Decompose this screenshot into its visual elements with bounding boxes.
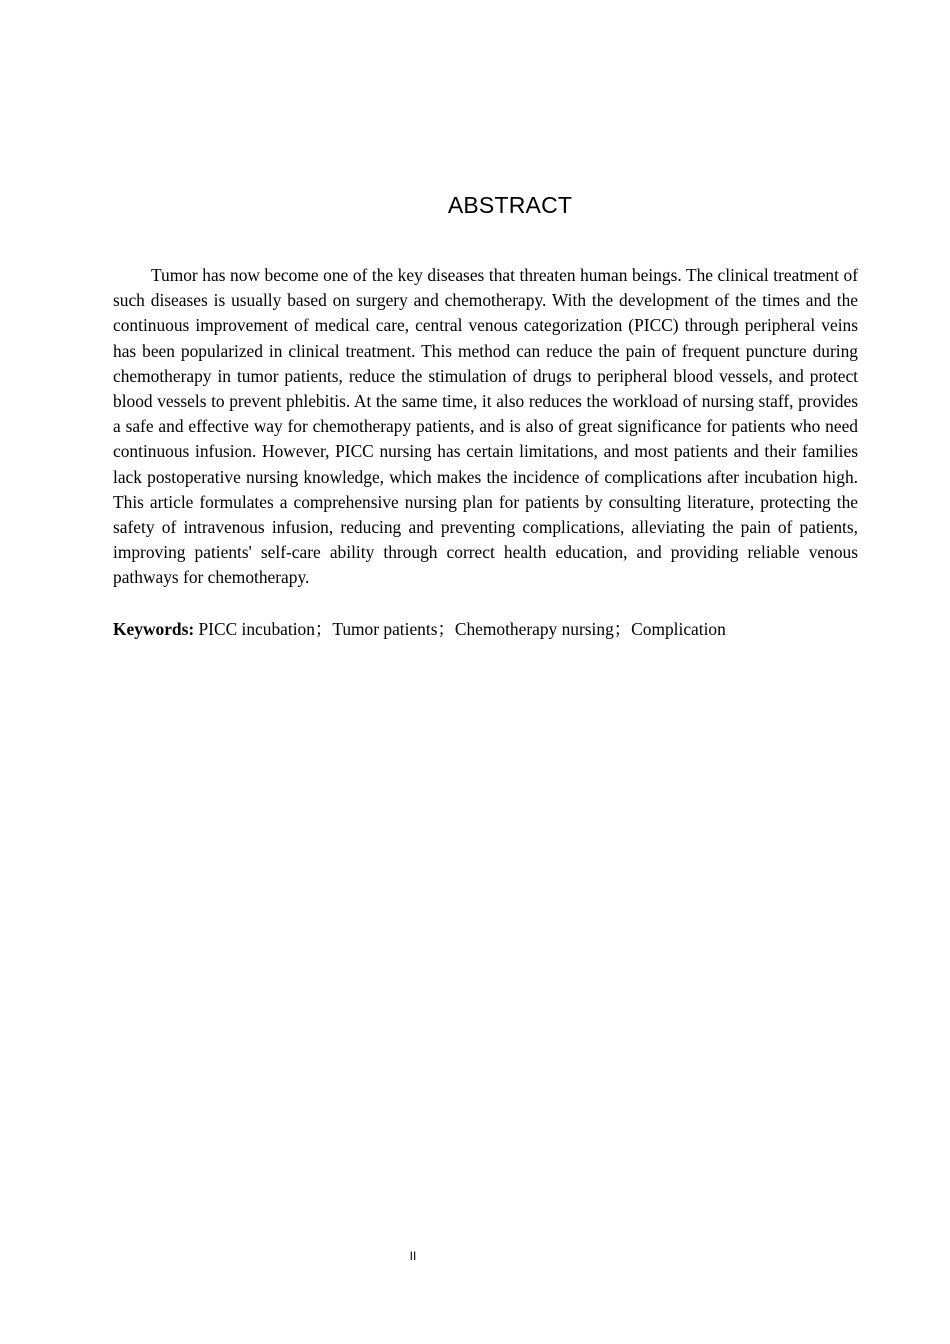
keywords-label: Keywords:	[113, 619, 195, 639]
abstract-title: ABSTRACT	[447, 192, 573, 218]
page-number: II	[409, 1249, 417, 1263]
abstract-paragraph: Tumor has now become one of the key diseases that threaten human beings. The clinical treatment of such diseases is usually based on surgery and chemotherapy. With the development of the times and the continuous improvement of medical care, central venous categorization (PICC) through peripheral veins has been popularized in clinical treatment. This method can reduce the pain of frequent puncture during chemotherapy in tumor patients, reduce the stimulation of drugs to peripheral blood vessels, and protect blood vessels to prevent phlebitis. At the same time, it also reduces the workload of nursing staff, provides a safe and effective way for chemotherapy patients, and is also of great significance for patients who need continuous infusion. However, PICC nursing has certain limitations, and most patients and their families lack postoperative nursing knowledge, which makes the incidence of complications after incubation high. This article formulates a comprehensive nursing plan for patients by consulting literature, protecting the safety of intravenous infusion, reducing and preventing complications, alleviating the pain of patients, improving patients' self-care ability through correct health education, and providing reliable venous pathways for chemotherapy.	[113, 265, 858, 588]
keywords-line	[113, 617, 858, 642]
keywords-list: PICC incubation；Tumor patients；Chemotherapy nursing；Complication	[194, 619, 726, 639]
